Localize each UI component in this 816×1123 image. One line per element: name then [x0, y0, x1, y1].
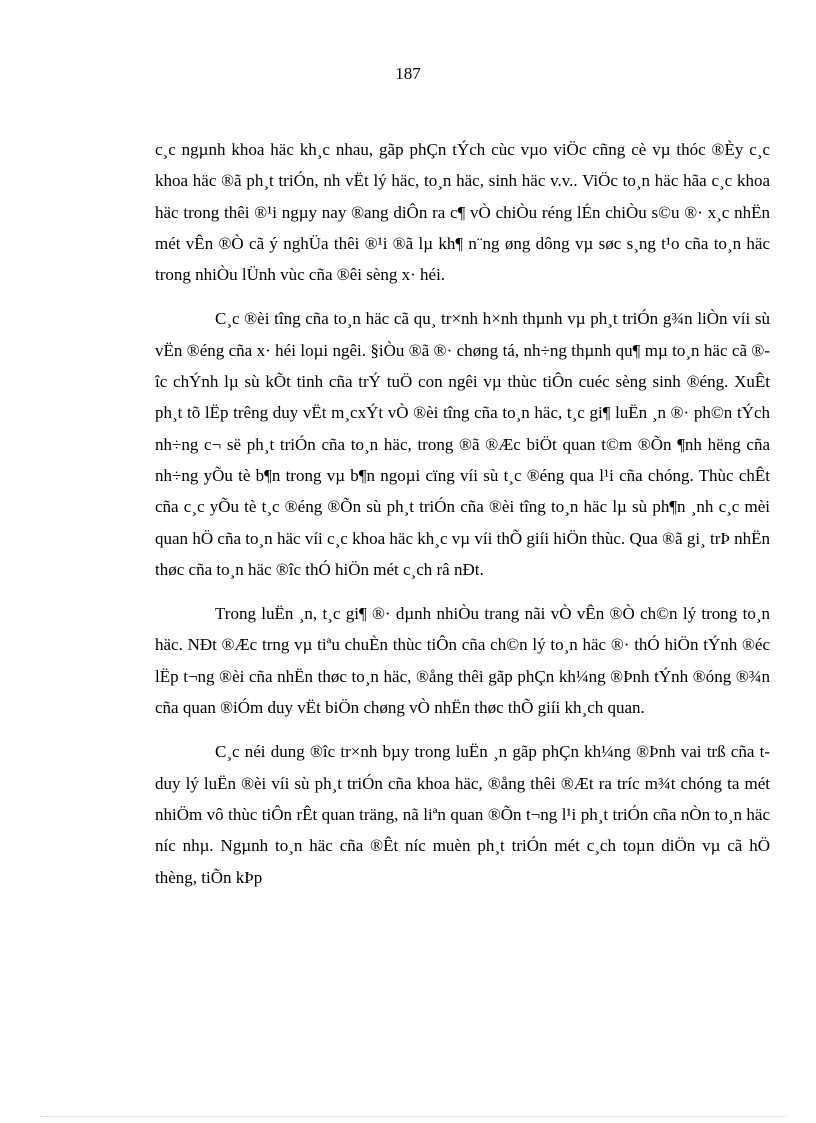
- body-text: [155, 134, 770, 906]
- paragraph-4: C¸c néi dung ®îc tr×nh bµy trong luËn ¸n gãp phÇn kh¼ng ®Þnh vai trß cña t duy lý luËn ®èi víi sù ph¸t triÓn cña khoa häc, ®ång thêi ®Æt ra tríc m¾t chóng ta mét nhiÖm vô thùc tiÔn rÊt quan träng, nã liªn quan ®Õn t¬ng l¹i ph¸t triÓn cña nÒn to¸n häc níc nhµ. Ngµnh to¸n häc cña ®Êt níc muèn ph¸t triÓn mét c¸ch toµn diÖn vµ cã hÖ thèng, tiÕn kÞp: [155, 742, 770, 887]
- page-number: 187: [395, 64, 421, 83]
- paragraph-3: Trong luËn ¸n, t¸c gi¶ ®· dµnh nhiÒu trang nãi vÒ vÊn ®Ò ch©n lý trong to¸n häc. NÐt ®Æc trng vµ tiªu chuÈn thùc tiÔn cña ch©n lý to¸n häc ®· thÓ hiÖn tÝnh ®éc lËp t¬ng ®èi cña nhËn thøc to¸n häc, ®ång thêi gãp phÇn kh¼ng ®Þnh tÝnh ®óng ®¾n cña quan ®iÓm duy vËt biÖn chøng vÒ nhËn thøc thÕ giíi kh¸ch quan.: [155, 604, 770, 718]
- paragraph-2: C¸c ®èi tîng cña to¸n häc cã qu¸ tr×nh h×nh thµnh vµ ph¸t triÓn g¾n liÒn víi sù vËn ®éng cña x· héi loµi ngêi. §iÒu ®ã ®· chøng tá, nh÷ng thµnh qu¶ mµ to¸n häc cã ®îc chÝnh lµ sù kÕt tinh cña trÝ tuÖ con ngêi vµ thùc tiÔn cuéc sèng sinh ®éng. XuÊt ph¸t tõ lËp trêng duy vËt m¸cxÝt vÒ ®èi tîng cña to¸n häc, t¸c gi¶ luËn ¸n ®· ph©n tÝch nh÷ng c¬ së ph¸t triÓn cña to¸n häc, trong ®ã ®Æc biÖt quan t©m ®Õn ¶nh hëng cña nh÷ng yÕu tè b¶n trong vµ b¶n ngoµi cïng víi sù t¸c ®éng qua l¹i cña chóng. Thùc chÊt cña c¸c yÕu tè t¸c ®éng ®Õn sù ph¸t triÓn cña ®èi tîng to¸n häc lµ sù ph¶n ¸nh c¸c mèi quan hÖ cña to¸n häc víi c¸c khoa häc kh¸c vµ víi thÕ giíi hiÖn thùc. Qua ®ã gi¸ trÞ nhËn thøc cña to¸n häc ®îc thÓ hiÖn mét c¸ch râ nÐt.: [155, 309, 770, 579]
- footer-divider: [40, 1116, 786, 1117]
- paragraph-1: c¸c ngµnh khoa häc kh¸c nhau, gãp phÇn tÝch cùc vµo viÖc cñng cè vµ thóc ®Èy c¸c khoa häc ®ã ph¸t triÓn, nh vËt lý häc, to¸n häc, sinh häc v.v.. ViÖc to¸n häc hãa c¸c khoa häc trong thêi ®¹i ngµy nay ®ang diÔn ra c¶ vÒ chiÒu réng lÉn chiÒu s©u ®· x¸c nhËn mét vÊn ®Ò cã ý nghÜa thêi ®¹i ®ã lµ kh¶ n¨ng øng dông vµ søc s¸ng t¹o cña to¸n häc trong nhiÒu lÜnh vùc cña ®êi sèng x· héi.: [155, 140, 770, 285]
